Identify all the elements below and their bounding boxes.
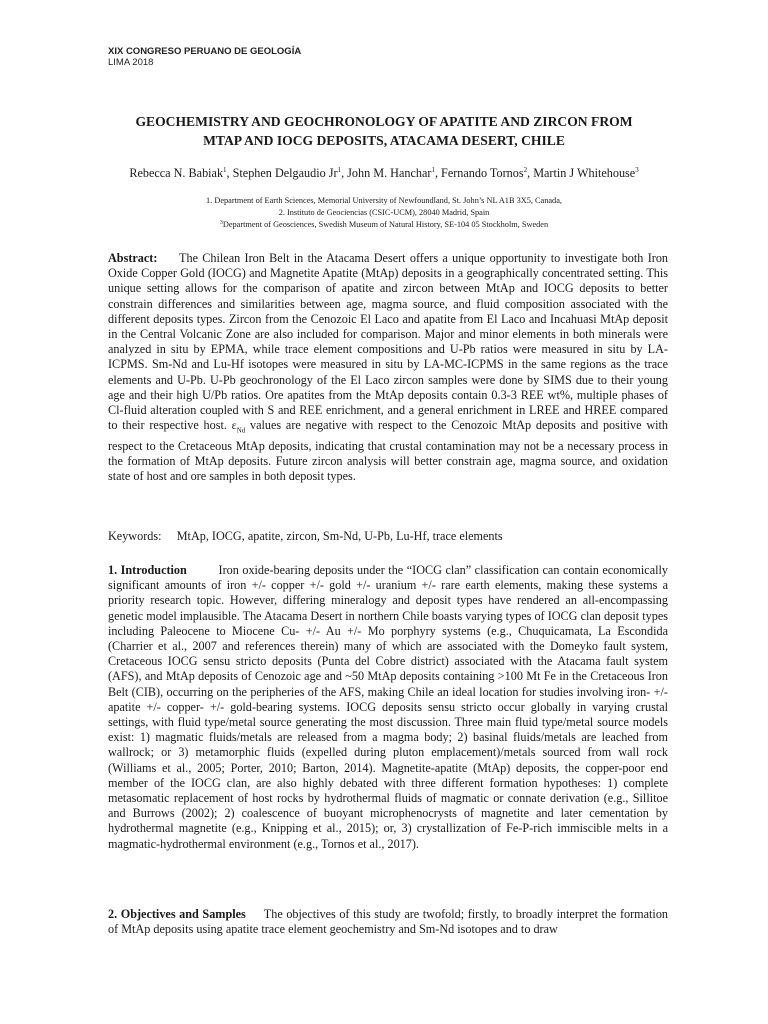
- abstract: [108, 251, 668, 484]
- conference-place-year: LIMA 2018: [108, 57, 154, 68]
- conference-name: XIX CONGRESO PERUANO DE GEOLOGÍA: [108, 46, 302, 57]
- author: Fernando Tornos$^2$,: [441, 166, 534, 180]
- affiliations: [80, 195, 688, 231]
- author: Rebecca N. Babiak$^1$,: [129, 166, 233, 180]
- author: John M. Hanchar$^1$,: [347, 166, 442, 180]
- epsilon-nd-symbol: $\varepsilon_{Nd}$: [231, 418, 246, 435]
- affiliation-2: 2. Instituto de Geociencias (CSIC-UCM), 28040 Madrid, Spain: [278, 208, 490, 217]
- objectives-section: [108, 907, 668, 937]
- paper-title-line-1: GEOCHEMISTRY AND GEOCHRONOLOGY OF APATITE AND ZIRCON FROM: [135, 114, 633, 129]
- introduction-section: [108, 563, 668, 852]
- introduction-text: Iron oxide-bearing deposits under the “IOCG clan” classification can contain economically significant amounts of iron +/- copper +/- gold +/- uranium +/- rare earth elements, making these systems a priority research topic. However, differing mineralogy and deposit types have rendered an all-encompassing genetic model implausible. The Atacama Desert in northern Chile boasts varying types of IOCG clan deposit types including Paleocene to Miocene Cu- +/- Au +/- Mo porphyry systems (e.g., Chuquicamata, La Escondida (Charrier et al., 2007 and references therein) many of which are associated with the Domeyko fault system, Cretaceous IOCG sensu stricto deposits (Punta del Cobre district) associated with the Atacama fault system (AFS), and MtAp deposits of Cenozoic age and ~50 MtAp deposits containing >100 Mt Fe in the Cretaceous Iron Belt (CIB), occurring on the peripheries of the AFS, making Chile an ideal location for studies involving iron- +/- apatite +/- copper- +/- gold-bearing systems. IOCG deposits sensu stricto occur globally in varying crustal settings, with fluid type/metal source generating the most discussion. Three main fluid type/metal source models exist: 1) magmatic fluids/metals are released from a magma body; 2) basinal fluids/metals are leached from wallrock; or 3) metamorphic fluids (expelled during pluton emplacement)/metals sourced from wall rock (Williams et al., 2005; Porter, 2010; Barton, 2014). Magnetite-apatite (MtAp) deposits, the copper-poor end member of the IOCG clan, are also highly debated with three different formation hypotheses: 1) complete metasomatic replacement of host rocks by hydrothermal fluids of magmatic or connate derivation (e.g., Sillitoe and Burrows (2002); 2) coalescence of buoyant microphenocrysts of magnetite and later cementation by hydrothermal magnetite (e.g., Knipping et al., 2015); or, 3) crystallization of Fe-P-rich immiscible melts in a magmatic-hydrothermal environment (e.g., Tornos et al., 2017).: [108, 563, 668, 851]
- affiliation-1: 1. Department of Earth Sciences, Memorial University of Newfoundland, St. John’s NL A1B 3X5, Canada,: [206, 196, 562, 205]
- keywords-label: Keywords:: [108, 529, 162, 543]
- keywords: [108, 529, 668, 544]
- objectives-text: The objectives of this study are twofold; firstly, to broadly interpret the formation of MtAp deposits using apatite trace element geochemistry and Sm-Nd isotopes and to draw: [108, 907, 669, 937]
- author: Martin J Whitehouse$^3$: [533, 166, 639, 180]
- author-list: [80, 165, 688, 181]
- author: Stephen Delgaudio Jr$^1$,: [232, 166, 348, 180]
- abstract-label: Abstract:: [108, 251, 158, 265]
- conference-header: [108, 46, 301, 68]
- keywords-text: MtAp, IOCG, apatite, zircon, Sm-Nd, U-Pb, Lu-Hf, trace elements: [176, 529, 503, 543]
- affiliation-3: $^3$Department of Geosciences, Swedish Museum of Natural History, SE-104 05 Stockholm, Sweden: [219, 220, 549, 229]
- abstract-text: The Chilean Iron Belt in the Atacama Desert offers a unique opportunity to investigate both Iron Oxide Copper Gold (IOCG) and Magnetite Apatite (MtAp) deposits in a geographically concentrated setting. This unique setting allows for the comparison of apatite and zircon between MtAp and IOCG deposits to better constrain differences and similarities between age, magma source, and fluid composition associated with the different deposits types. Zircon from the Cenozoic El Laco and apatite from El Laco and Incahuasi MtAp deposit in the Central Volcanic Zone are also included for comparison. Major and minor elements in both minerals were analyzed in situ by EPMA, while trace element compositions and U-Pb ratios were measured in situ by LA-ICPMS. Sm-Nd and Lu-Hf isotopes were measured in situ by LA-MC-ICPMS in the same regions as the trace elements and U-Pb. U-Pb geochronology of the El Laco zircon samples were done by SIMS due to their young age and their high U/Pb ratios. Ore apatites from the MtAp deposits contain 0.3-3 REE wt%, multiple phases of Cl-fluid alteration coupled with S and REE enrichment, and a general enrichment in LREE and HREE compared to their respective host.: [108, 251, 669, 433]
- introduction-heading: 1. Introduction: [108, 563, 187, 577]
- paper-title-line-2: MTAP AND IOCG DEPOSITS, ATACAMA DESERT, CHILE: [203, 133, 565, 148]
- abstract-text-continued: values are negative with respect to the Cenozoic MtAp deposits and positive with respect to the Cretaceous MtAp deposits, indicating that crustal contamination may not be a necessary process in the formation of MtAp deposits. Future zircon analysis will better constrain age, magma source, and oxidation state of host and ore samples in both deposit types.: [108, 418, 668, 484]
- objectives-heading: 2. Objectives and Samples: [108, 907, 246, 921]
- paper-title: [100, 112, 668, 150]
